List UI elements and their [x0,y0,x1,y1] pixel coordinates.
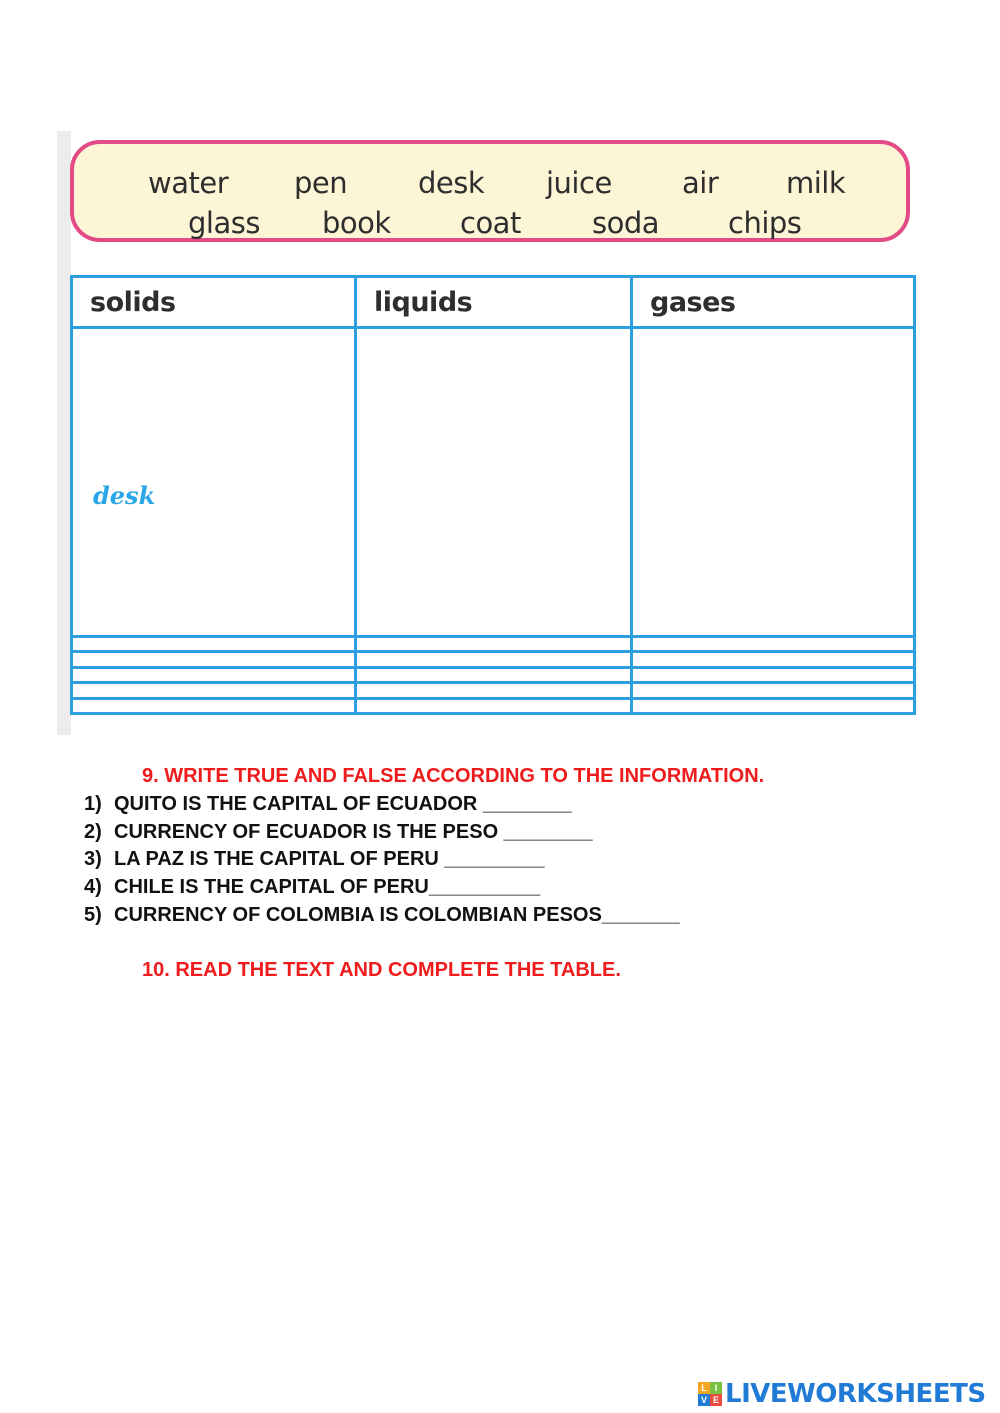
question-number: 4) [84,876,102,898]
word-bank-item: book [322,206,391,240]
logo-letter: L [698,1382,710,1394]
table-cell[interactable] [632,636,915,651]
table-row [72,636,915,651]
word-bank-item: juice [546,166,612,200]
word-bank-item: coat [460,206,521,240]
table-cell[interactable] [632,652,915,667]
table-cell[interactable] [632,667,915,682]
table-row [72,328,915,637]
question-number: 2) [84,821,102,843]
table-row [72,683,915,698]
brand-name: LIVEWORKSHEETS [725,1379,986,1409]
header-solids: solids [72,277,356,328]
word-bank-item: chips [728,206,802,240]
table-cell[interactable] [72,636,356,651]
question-item [84,904,680,927]
section-9-heading: 9. WRITE TRUE AND FALSE ACCORDING TO THE INFORMATION. [142,765,765,787]
table-cell[interactable] [72,652,356,667]
question-item [84,793,572,816]
table-cell[interactable] [632,683,915,698]
word-bank-item: water [148,166,229,200]
question-item [84,876,540,899]
table-cell[interactable] [356,698,632,713]
sorting-table [70,275,916,715]
table-cell[interactable] [356,636,632,651]
word-bank-item: pen [294,166,348,200]
question-text: CURRENCY OF COLOMBIA IS COLOMBIAN PESOS_______ [114,904,680,926]
table-cell[interactable] [632,328,915,637]
word-bank-item: desk [418,166,485,200]
table-cell[interactable] [72,667,356,682]
table-cell[interactable] [72,683,356,698]
question-text: QUITO IS THE CAPITAL OF ECUADOR ________ [114,793,572,815]
question-number: 5) [84,904,102,926]
word-bank-item: glass [188,206,260,240]
word-bank-item: air [682,166,719,200]
table-cell[interactable] [632,698,915,713]
table-cell[interactable] [356,328,632,637]
word-bank-item: soda [592,206,660,240]
table-cell[interactable] [356,683,632,698]
table-cell[interactable] [72,698,356,713]
table-cell[interactable] [356,652,632,667]
table-row [72,698,915,713]
header-liquids: liquids [356,277,632,328]
question-text: CURRENCY OF ECUADOR IS THE PESO ________ [114,821,593,843]
table-row [72,652,915,667]
liveworksheets-logo-icon [698,1382,722,1406]
table-cell[interactable] [356,667,632,682]
question-text: CHILE IS THE CAPITAL OF PERU__________ [114,876,541,898]
header-gases: gases [632,277,915,328]
question-item [84,821,593,844]
table-cell[interactable] [72,328,356,637]
word-bank-item: milk [786,166,846,200]
handwritten-answer: desk [93,481,156,511]
logo-letter: E [710,1394,722,1406]
question-number: 1) [84,793,102,815]
liveworksheets-brand [698,1378,986,1410]
question-text: LA PAZ IS THE CAPITAL OF PERU _________ [114,848,545,870]
logo-letter: I [710,1382,722,1394]
table-row [72,667,915,682]
logo-letter: V [698,1394,710,1406]
table-header-row [72,277,915,328]
section-10-heading: 10. READ THE TEXT AND COMPLETE THE TABLE. [142,959,621,981]
question-item [84,848,545,871]
question-number: 3) [84,848,102,870]
